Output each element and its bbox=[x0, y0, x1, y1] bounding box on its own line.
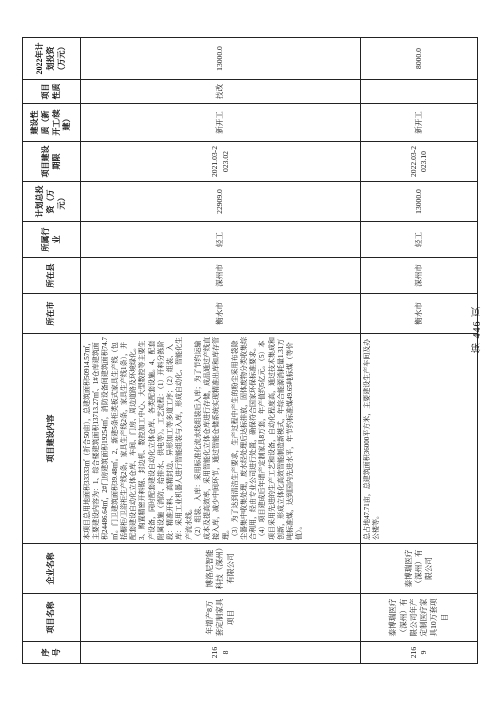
rotated-table-container bbox=[22, 38, 478, 664]
content-paragraph: 总占地47.71亩，总建筑面积36000平方米，主要建设生产车间及办公楼等。 bbox=[363, 338, 381, 540]
cell-county: 深州市 bbox=[81, 258, 361, 294]
cell-total-investment: 22909.0 bbox=[81, 182, 361, 222]
header-period: 项目建设期限 bbox=[23, 142, 81, 182]
cell-period: 2021.03-2023.02 bbox=[81, 142, 361, 182]
cell-company: 泰博瑞医疗（深州）有限公司 bbox=[361, 544, 478, 594]
header-company: 企业名称 bbox=[23, 544, 81, 594]
header-project-name: 项目名称 bbox=[23, 594, 81, 642]
cell-construction-type: 新开工 bbox=[81, 104, 361, 142]
cell-industry: 轻工 bbox=[81, 222, 361, 258]
header-construction-type: 建设性质（新开工/续建） bbox=[23, 104, 81, 142]
cell-plan-2022: 8000.0 bbox=[361, 38, 478, 80]
cell-plan-2022: 13000.0 bbox=[81, 38, 361, 80]
header-nature: 项目性质 bbox=[23, 80, 81, 104]
cell-industry: 轻工 bbox=[361, 222, 478, 258]
header-industry: 所属行业 bbox=[23, 222, 81, 258]
cell-nature bbox=[361, 80, 478, 104]
cell-company: 博洛尼智能科技（深州）有限公司 bbox=[81, 544, 361, 594]
cell-nature: 技改 bbox=[81, 80, 361, 104]
cell-seq: 2169 bbox=[361, 642, 478, 664]
content-paragraph: （4）项目建成后年增产定制家具8万套，年产值约5亿元。（5）本项目采用先进的生产工艺和设备，自动化程度高，通过技术集成和创新，形成立体化高效智能制造新模式，年综合能源消耗量1.31万吨标准煤，达到国内先进水平，年节约标准煤49.65吨标煤（等价值）。 bbox=[258, 337, 304, 540]
cell-project-name: 泰博瑞医疗（深州）有限公司年产定制医疗家具10万套项目 bbox=[361, 594, 478, 642]
cell-content bbox=[81, 334, 361, 544]
cell-county: 深州市 bbox=[361, 258, 478, 294]
table-header-row bbox=[23, 38, 81, 664]
header-seq: 序号 bbox=[23, 642, 81, 664]
cell-total-investment: 13000.0 bbox=[361, 182, 478, 222]
cell-seq: 2168 bbox=[81, 642, 361, 664]
project-table bbox=[22, 37, 478, 664]
header-city: 所在市 bbox=[23, 294, 81, 334]
table-row bbox=[361, 38, 478, 664]
header-total-investment: 计划总投资（万元） bbox=[23, 182, 81, 222]
cell-project-name: 年增产8万套定制家具项目 bbox=[81, 594, 361, 642]
page-number-footer bbox=[470, 306, 490, 396]
cell-city: 衡水市 bbox=[81, 294, 361, 334]
content-paragraph: （2）组装、入库：采用标准化流水线组装后入库；为了节约运输成本及提高效率，采用智能化立体仓库进行存储，成品通过产线直接入库，减少中间环节，通过智能仓储系统实现精准出库和库存管理。 bbox=[193, 337, 230, 540]
content-paragraph: （3）为了达到清洁生产要求，生产过程中产生的粉尘采用布袋除尘器集中收集处理，废水经处理后达标排放，固体废物分类收集综合利用，经由专业公司进行处置，确保符合国家环保标准要求。 bbox=[230, 337, 258, 540]
cell-content bbox=[361, 334, 478, 544]
table-wrapper bbox=[22, 38, 478, 664]
cell-construction-type: 新开工 bbox=[361, 104, 478, 142]
header-content: 项目建设内容 bbox=[23, 334, 81, 544]
cell-city: 衡水市 bbox=[361, 294, 478, 334]
header-county: 所在县 bbox=[23, 258, 81, 294]
header-plan-2022: 2022年计划投资（万元） bbox=[23, 38, 81, 80]
table-row bbox=[81, 38, 361, 664]
cell-period: 2022.03-2023.10 bbox=[361, 142, 478, 182]
page-number: 第 446 页 bbox=[472, 306, 483, 353]
content-paragraph: 本项目总用地面积33333㎡（折合50亩），总建筑面积50914.57㎡，主要建设内容为：1、综合楼建筑面积13713.27㎡、1#仓库建筑面积24486.64㎡，2#门房建筑面积19254㎡，消防设备间建筑面积74.7㎡。门卫建筑面积39.48㎡。2、新建5条柜类板式家具生产线（包括橱柜/卫浴柜生产线2条，家具生产线2条，家具生产线1条），并配套建设自动化立体仓库、车间、门房、周边道路及环境绿化。3、购置精密开料锯、封边机、数控加工中心、大型数控等主要生产设备，同时配套建设自动化立体仓库、各类配套设施。4、配套附属设施（消防、给排水、供电等）。工艺流程：（1）开料分拣阶段：精准开料、高精封边、异形加工等多道工序；（2）组装、入库：采用工业机器人进行智能组装与入库，形成自动化、智能化生产流水线。 bbox=[83, 337, 193, 540]
